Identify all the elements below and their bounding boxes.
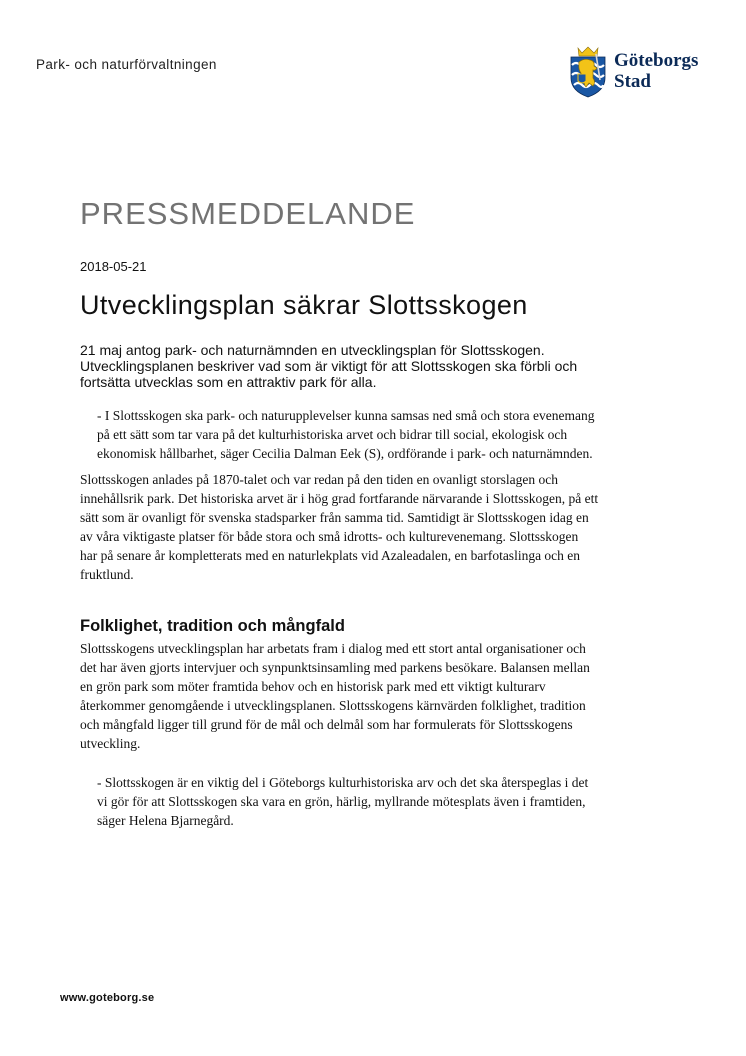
section-heading: Folklighet, tradition och mångfald <box>80 617 345 635</box>
ingress-line: 21 maj antog park- och naturnämnden en utvecklingsplan för Slottsskogen. <box>80 342 545 358</box>
body-paragraph-history <box>80 470 680 584</box>
ingress-line: fortsätta utvecklas som en attraktiv park för alla. <box>80 374 377 390</box>
paragraph-line: har på senare år kompletterats med en naturlekplats vid Azaleadalen, en barfotaslinga och en <box>80 548 581 563</box>
paragraph-line: en grön park som möter framtida behov och en historisk park med ett viktigt kulturarv <box>80 679 546 694</box>
paragraph-line: det har även gjorts intervjuer och synpunktsinsamling med parkens besökare. Balansen mellan <box>80 660 590 675</box>
document-type: PRESSMEDDELANDE <box>80 196 416 231</box>
body-paragraph-plan <box>80 639 680 753</box>
quote-line: - I Slottsskogen ska park- och naturupplevelser kunna samsas ned små och stora evenemang <box>97 408 595 423</box>
paragraph-line: innehållsrik park. Det historiska arvet är i hög grad fortfarande närvarande i Slottsskogen, på ett <box>80 491 599 506</box>
quote-line: säger Helena Bjarnegård. <box>97 813 234 828</box>
department-name: Park- och naturförvaltningen <box>36 57 217 72</box>
footer-website-link[interactable]: www.goteborg.se <box>60 992 155 1004</box>
quote-line: ekonomisk hållbarhet, säger Cecilia Dalman Eek (S), ordförande i park- och naturnämnden. <box>97 446 593 461</box>
paragraph-line: utveckling. <box>80 736 141 751</box>
paragraph-line: återkommer genomgående i utvecklingsplanen. Slottsskogens kärnvärden folklighet, tradition <box>80 698 586 713</box>
quote-line: på ett sätt som tar vara på det kulturhistoriska arvet och bidrar till social, ekologisk och <box>97 427 568 442</box>
logo-wordmark <box>614 50 698 92</box>
quote-bjarnegard <box>97 773 677 830</box>
goteborg-coat-of-arms-icon <box>566 46 610 98</box>
quote-dalman-eek <box>97 406 677 463</box>
ingress <box>80 342 640 390</box>
ingress-line: Utvecklingsplanen beskriver vad som är viktigt för att Slottsskogen ska förbli och <box>80 358 578 374</box>
paragraph-line: Slottsskogen anlades på 1870-talet och var redan på den tiden en ovanligt storslagen och <box>80 472 558 487</box>
paragraph-line: fruktlund. <box>80 567 134 582</box>
logo-line-2: Stad <box>614 71 651 92</box>
paragraph-line: av våra viktigaste platser för både stora och små idrotts- och kulturevenemang. Slottsskogen <box>80 529 579 544</box>
paragraph-line: Slottsskogens utvecklingsplan har arbetats fram i dialog med ett stort antal organisationer och <box>80 641 586 656</box>
headline: Utvecklingsplan säkrar Slottsskogen <box>80 290 528 320</box>
logo-line-1: Göteborgs <box>614 50 699 71</box>
paragraph-line: sätt som är ovanligt för svenska stadsparker från samma tid. Samtidigt är Slottsskogen idag en <box>80 510 589 525</box>
press-date: 2018-05-21 <box>80 259 147 274</box>
quote-line: - Slottsskogen är en viktig del i Göteborgs kulturhistoriska arv och det ska återspeglas i det <box>97 775 589 790</box>
quote-line: vi gör för att Slottsskogen ska vara en grön, härlig, myllrande mötesplats även i framtiden, <box>97 794 586 809</box>
paragraph-line: och mångfald ligger till grund för de mål och delmål som har formulerats för Slottsskogens <box>80 717 573 732</box>
goteborgs-stad-logo[interactable] <box>566 46 716 98</box>
